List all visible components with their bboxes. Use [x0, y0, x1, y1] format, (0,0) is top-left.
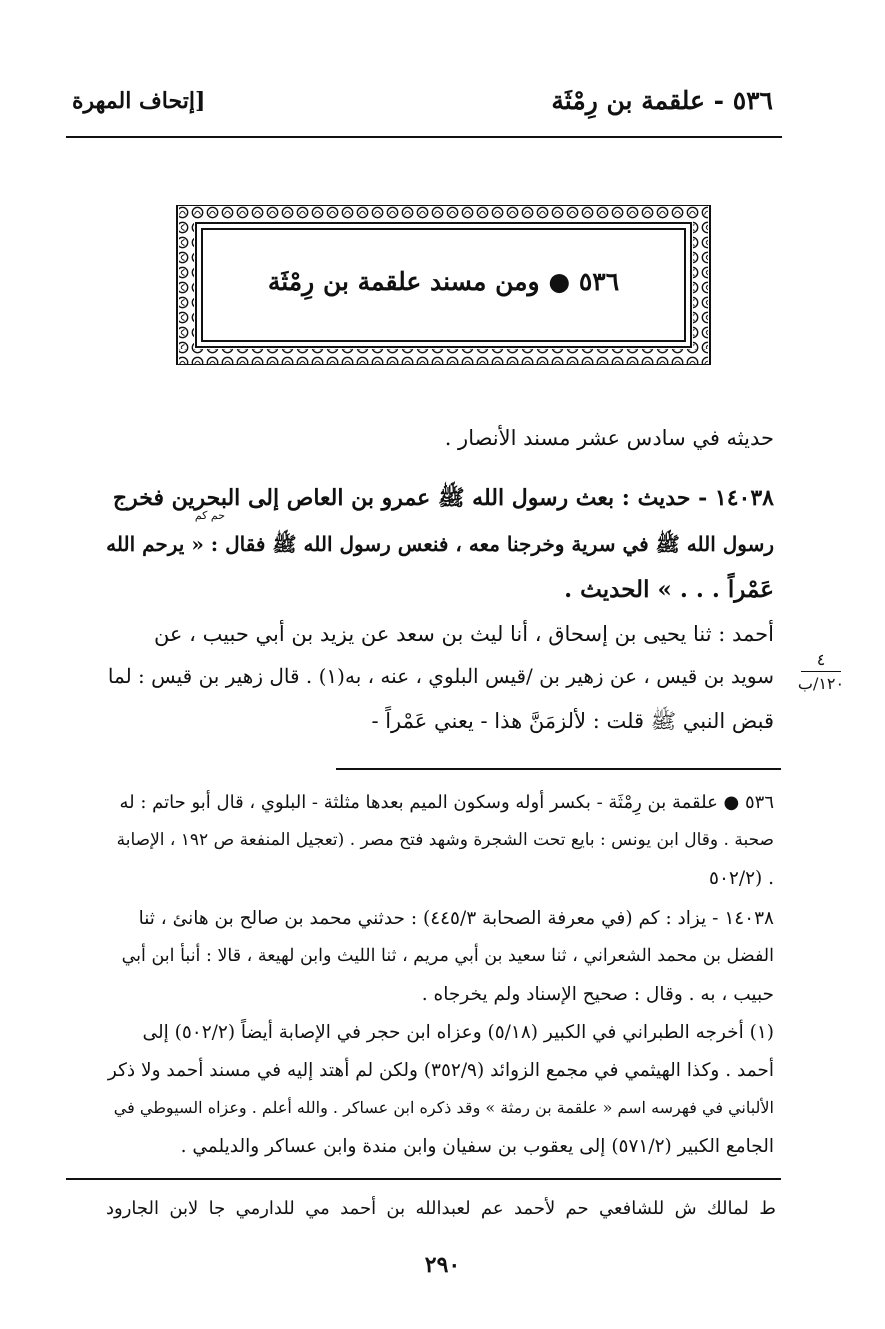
margin-folio: ١٢٠/ب: [797, 674, 845, 693]
book-title-header: [إتحاف المهرة: [72, 88, 206, 114]
footnote-2-line-3: حبيب ، به . وقال : صحيح الإسناد ولم يخرجاه .: [421, 984, 774, 1005]
footnote-1-line-1: ٥٣٦ ● علقمة بن رِمْثَة - بكسر أوله وسكون الميم بعدها مثلثة - البلوي ، قال أبو حاتم : له: [119, 792, 774, 813]
abbreviations-rule: [66, 1178, 781, 1180]
hadith-line-3: عَمْراً . . . » الحديث .: [564, 576, 774, 603]
footnote-1-line-3: ٥٠٢/٢) .: [709, 868, 774, 889]
section-title: ٥٣٦ ● ومن مسند علقمة بن رِمْثَة: [267, 267, 620, 296]
footnote-separator: [336, 768, 781, 770]
page-number: ٢٩٠: [424, 1252, 461, 1278]
abbrev-abdullah: عم لعبدالله بن أحمد: [340, 1198, 504, 1219]
margin-volume: ٤: [816, 650, 826, 669]
footnote-2-line-1: ١٤٠٣٨ - يزاد : كم (في معرفة الصحابة ٤٤٥/٣) : حدثني محمد بن صالح بن هانئ ، ثنا: [138, 908, 774, 929]
abbrev-ahmad: حم لأحمد: [513, 1198, 589, 1219]
isnad-line-1: أحمد : ثنا يحيى بن إسحاق ، أنا ليث بن سعد عن يزيد بن أبي حبيب ، عن: [153, 622, 774, 646]
abbreviation-key: [106, 1198, 776, 1219]
footnote-3-line-4: الجامع الكبير (٥٧١/٢) إلى يعقوب بن سفيان وابن مندة وابن عساكر والديلمي .: [180, 1136, 774, 1157]
abbrev-malik: ط لمالك: [706, 1198, 776, 1219]
ornamental-title-frame: [175, 205, 712, 365]
source-symbol: حم كم: [194, 509, 225, 522]
footnote-3-line-3: الألباني في فهرسه اسم « علقمة بن رمثة » وقد ذكره ابن عساكر . والله أعلم . وعزاه السيوطي في: [113, 1098, 774, 1117]
abbrev-shafii: ش للشافعي: [598, 1198, 697, 1219]
manuscript-margin-note: [795, 650, 847, 693]
abbrev-ibn-jarud: جا لابن الجارود: [106, 1198, 226, 1219]
footnote-3-line-2: أحمد . وكذا الهيثمي في مجمع الزوائد (٣٥٢/٩) ولكن لم أهتد إليه في مسند أحمد ولا ذكر: [107, 1060, 774, 1081]
margin-rule: [801, 671, 841, 672]
footnote-2-line-2: الفضل بن محمد الشعراني ، ثنا سعيد بن أبي مريم ، ثنا الليث وابن لهيعة ، قالا : أنبأ ابن أبي: [121, 946, 774, 966]
header-rule: [66, 136, 782, 138]
footnote-1-line-2: صحبة . وقال ابن يونس : بايع تحت الشجرة وشهد فتح مصر . (تعجيل المنفعة ص ١٩٢ ، الإصابة: [116, 830, 774, 850]
hadith-line-1: ١٤٠٣٨ - حديث : بعث رسول الله ﷺ عمرو بن العاص إلى البحرين فخرج: [112, 485, 774, 511]
chapter-header: ٥٣٦ - علقمة بن رِمْثَة: [551, 86, 773, 115]
footnote-3-line-1: (١) أخرجه الطبراني في الكبير (٥/١٨) وعزاه ابن حجر في الإصابة أيضاً (٥٠٢/٢) إلى: [142, 1022, 774, 1043]
abbrev-darimi: مي للدارمي: [235, 1198, 330, 1219]
intro-line: حديثه في سادس عشر مسند الأنصار .: [444, 426, 774, 450]
hadith-line-2: رسول الله ﷺ في سرية وخرجنا معه ، فنعس رسول الله ﷺ فقال : « يرحم الله: [106, 532, 774, 556]
isnad-line-2: سويد بن قيس ، عن زهير بن /قيس البلوي ، عنه ، به(١) . قال زهير بن قيس : لما: [107, 664, 774, 688]
isnad-line-3: قبض النبي ﷺ قلت : لألزمَنَّ هذا - يعني عَمْراً -: [371, 709, 774, 733]
